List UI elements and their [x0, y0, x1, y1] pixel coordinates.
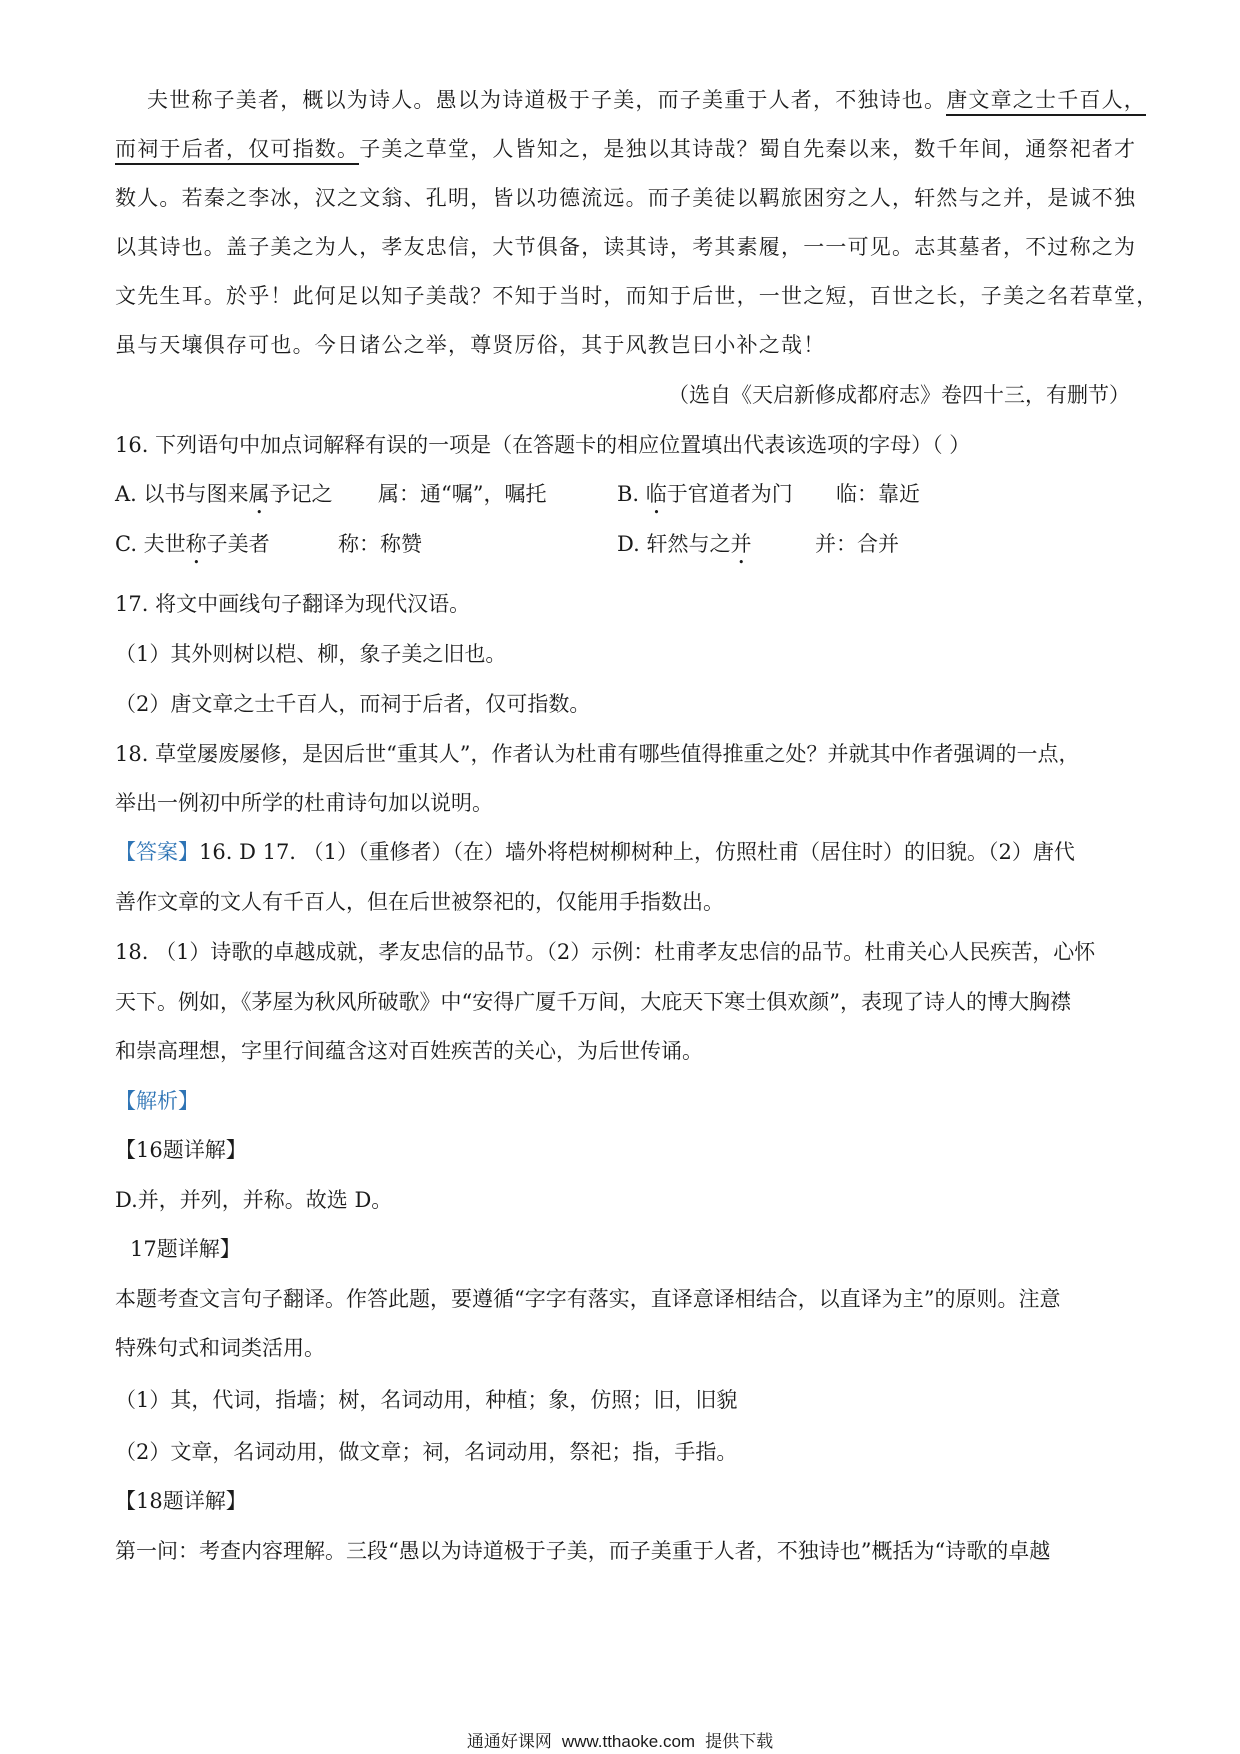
passage-line-1	[115, 86, 1147, 114]
analysis-text-18: 第一问：考查内容理解。三段“愚以为诗道极于子美，而子美重于人者，不独诗也”概括为“诗歌的卓越	[115, 1539, 1051, 1563]
dotted-word: 临	[645, 482, 667, 506]
analysis-text-17-c: （1）其，代词，指墙；树，名词动用，种植；象，仿照；旧，旧貌	[115, 1388, 738, 1412]
passage-line-3: 数人。若秦之李冰，汉之文翁、孔明，皆以功德流远。而子美徒以羁旅困穷之人，轩然与之并，是诚不独	[115, 186, 1137, 210]
option-b-gloss: 临：靠近	[836, 482, 920, 506]
analysis-heading-16: 【16题详解】	[115, 1138, 247, 1162]
option-a-gloss: 属：通“嘱”，嘱托	[378, 482, 547, 506]
question-16-stem: 16. 下列语句中加点词解释有误的一项是（在答题卡的相应位置填出代表该选项的字母）（ ）	[115, 433, 971, 457]
question-17-stem: 17. 将文中画线句子翻译为现代汉语。	[115, 592, 471, 616]
analysis-heading-17: 17题详解】	[130, 1237, 241, 1261]
question-17-sentence-1: （1）其外则树以桤、柳，象子美之旧也。	[115, 642, 507, 666]
option-a	[115, 480, 333, 519]
passage-line-4: 以其诗也。盖子美之为人，孝友忠信，大节俱备，读其诗，考其素履，一一可见。志其墓者，不过称之为	[115, 235, 1137, 259]
footer-url[interactable]: www.tthaoke.com	[561, 1732, 696, 1751]
answer-text: 16. D 17. （1）（重修者）（在）墙外将桤树柳树种上，仿照杜甫（居住时）的旧貌。（2）唐代	[199, 840, 1075, 864]
passage-text: 子美之草堂，人皆知之，是独以其诗哉？蜀自先秦以来，数千年间，通祭祀者才	[359, 137, 1137, 161]
answer-line-2: 善作文章的文人有千百人，但在后世被祭祀的，仅能用手指数出。	[115, 890, 724, 914]
page-footer	[0, 1727, 1240, 1752]
answer-line-3: 18. （1）诗歌的卓越成就，孝友忠信的品节。（2）示例：杜甫孝友忠信的品节。杜甫关心人民疾苦，心怀	[115, 940, 1096, 964]
option-text: A. 以书与图来	[115, 482, 249, 506]
passage-line-5: 文先生耳。於乎！此何足以知子美哉？不知于当时，而知于后世，一世之短，百世之长，子美之名若草堂，	[115, 284, 1159, 308]
passage-line-2	[115, 135, 1137, 163]
underlined-sentence: 而祠于后者，仅可指数。	[115, 137, 359, 165]
footer-site-name: 通通好课网	[466, 1732, 552, 1751]
option-d-gloss: 并：合并	[815, 532, 899, 556]
analysis-text-17-b: 特殊句式和词类活用。	[115, 1336, 325, 1360]
dotted-word: 并	[730, 532, 752, 556]
passage-line-6: 虽与天壤俱存可也。今日诸公之举，尊贤厉俗，其于风教岂曰小补之哉！	[115, 333, 826, 357]
footer-note: 提供下载	[705, 1732, 774, 1751]
option-c	[115, 530, 270, 569]
passage-text: 夫世称子美者，概以为诗人。愚以为诗道极于子美，而子美重于人者，不独诗也。	[147, 88, 947, 112]
answer-line-5: 和崇高理想，字里行间蕴含这对百姓疾苦的关心，为后世传诵。	[115, 1039, 703, 1063]
analysis-text-16: D.并，并列，并称。故选 D。	[115, 1188, 393, 1212]
dotted-word: 属	[248, 482, 270, 506]
question-18-line-2: 举出一例初中所学的杜甫诗句加以说明。	[115, 791, 493, 815]
option-text: 子美者	[206, 532, 270, 556]
option-text: D. 轩然与之	[617, 532, 731, 556]
option-text: 予记之	[269, 482, 333, 506]
option-text: C. 夫世	[115, 532, 186, 556]
analysis-heading-18: 【18题详解】	[115, 1489, 247, 1513]
option-text: B.	[617, 482, 646, 506]
passage-source: （选自《天启新修成都府志》卷四十三，有删节）	[668, 383, 1130, 407]
question-17-sentence-2: （2）唐文章之士千百人，而祠于后者，仅可指数。	[115, 692, 591, 716]
analysis-text-17-d: （2）文章，名词动用，做文章；祠，名词动用，祭祀；指，手指。	[115, 1440, 738, 1464]
option-text: 于官道者为门	[666, 482, 793, 506]
dotted-word: 称	[185, 532, 207, 556]
answer-tag: 【答案】	[115, 840, 199, 864]
analysis-tag: 【解析】	[115, 1089, 199, 1113]
option-d	[617, 530, 751, 569]
answer-line-1	[115, 838, 1127, 866]
answer-line-4: 天下。例如，《茅屋为秋风所破歌》中“安得广厦千万间，大庇天下寒士俱欢颜”，表现了诗人的博大胸襟	[115, 990, 1071, 1014]
option-b	[617, 480, 793, 519]
underlined-sentence: 唐文章之士千百人，	[946, 88, 1146, 116]
question-18-line-1: 18. 草堂屡废屡修，是因后世“重其人”，作者认为杜甫有哪些值得推重之处？并就其中作者强调的一点，	[115, 742, 1080, 766]
analysis-text-17-a: 本题考查文言句子翻译。作答此题，要遵循“字字有落实，直译意译相结合，以直译为主”的原则。注意	[115, 1287, 1061, 1311]
option-c-gloss: 称：称赞	[338, 532, 422, 556]
